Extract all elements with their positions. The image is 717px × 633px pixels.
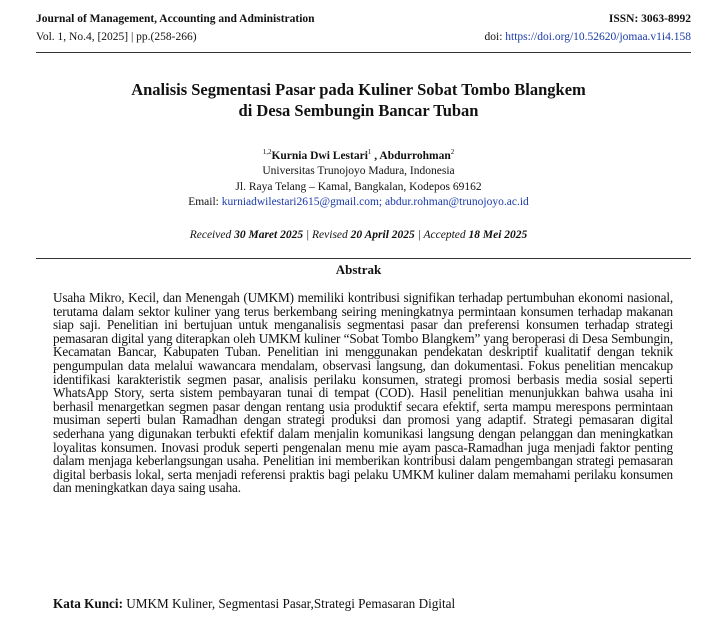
author-1: Kurnia Dwi Lestari bbox=[271, 149, 368, 162]
author-block bbox=[0, 145, 717, 211]
article-dates bbox=[0, 229, 717, 241]
header-row-1 bbox=[36, 10, 691, 28]
author-2-sup: 2 bbox=[450, 148, 455, 156]
address: Jl. Raya Telang – Kamal, Bangkalan, Kodepos 69162 bbox=[235, 180, 482, 193]
doi-link[interactable]: https://doi.org/10.52620/jomaa.v1i4.158 bbox=[505, 31, 691, 43]
dates-sep-1: | bbox=[303, 229, 313, 241]
journal-name: Journal of Management, Accounting and Administration bbox=[36, 13, 315, 25]
title-line-2: di Desa Sembungin Bancar Tuban bbox=[238, 101, 479, 120]
received-label: Received bbox=[189, 229, 232, 241]
author-names bbox=[0, 145, 717, 164]
keywords bbox=[53, 596, 673, 612]
author-separator: , bbox=[371, 149, 380, 162]
keywords-label: Kata Kunci: bbox=[53, 596, 123, 611]
email-label: Email: bbox=[188, 196, 222, 209]
email-line bbox=[0, 195, 717, 211]
abstract-divider bbox=[36, 258, 691, 259]
doi bbox=[485, 28, 691, 46]
author-2: Abdurrohman bbox=[379, 149, 451, 162]
author-1-sup: 1 bbox=[367, 148, 372, 156]
email-links[interactable]: kurniadwilestari2615@gmail.com; abdur.rohman@trunojoyo.ac.id bbox=[221, 196, 529, 209]
abstract-text: Usaha Mikro, Kecil, dan Menengah (UMKM) memiliki kontribusi signifikan terhadap pertumbuhan ekonomi nasional, terutama dalam sektor kuliner yang terus berkembang seiring meningkatnya permintaan konsumen terhadap makanan siap saji. Penelitian ini bertujuan untuk menganalisis segmentasi pasar dan preferensi konsumen terhadap strategi pemasaran digital yang diterapkan oleh UMKM kuliner “Sobat Tombo Blangkem” yang beroperasi di Desa Sembungin, Kecamatan Bancar, Kabupaten Tuban. Penelitian ini menggunakan pendekatan deskriptif kualitatif dengan teknik pengumpulan data melalui wawancara mendalam, observasi langsung, dan dokumentasi. Fokus penelitian mencakup identifikasi karakteristik segmen pasar, analisis perilaku konsumen, strategi promosi berbasis media sosial seperti WhatsApp Story, serta sistem pembayaran tunai di tempat (COD). Hasil penelitian menunjukkan bahwa usaha ini berhasil menargetkan segmen pasar dengan rentang usia produktif secara efektif, serta mampu merespons permintaan musiman seperti bulan Ramadhan dengan strategi produksi dan promosi yang adaptif. Strategi pemasaran digital sederhana yang digunakan terbukti efektif dalam menjalin komunikasi langsung dengan pelanggan dan meningkatkan loyalitas konsumen. Inovasi produk seperti pengenalan menu mie ayam pasca-Ramadhan juga menjadi faktor penting dalam menjaga keberlangsungan usaha. Penelitian ini memberikan kontribusi dalam pengembangan strategi pemasaran digital berbasis lokal, serta menjadi referensi praktis bagi pelaku UMKM kuliner dalam memahami perilaku konsumen dan meningkatkan daya saing usaha. bbox=[53, 290, 673, 496]
dates-sep-2: | bbox=[414, 229, 424, 241]
abstract-heading: Abstrak bbox=[335, 262, 382, 277]
volume-info: Vol. 1, No.4, [2025] | pp.(258-266) bbox=[36, 31, 197, 43]
issn: ISSN: 3063-8992 bbox=[608, 13, 691, 25]
revised-label: Revised bbox=[312, 229, 348, 241]
paper-title bbox=[0, 79, 717, 121]
header-divider bbox=[36, 52, 691, 53]
affiliation-marker: 1,2 bbox=[262, 148, 272, 156]
university: Universitas Trunojoyo Madura, Indonesia bbox=[262, 165, 455, 178]
keywords-value: UMKM Kuliner, Segmentasi Pasar,Strategi Pemasaran Digital bbox=[122, 596, 456, 611]
title-line-1: Analisis Segmentasi Pasar pada Kuliner Sobat Tombo Blangkem bbox=[131, 80, 586, 99]
journal-header bbox=[36, 10, 691, 52]
revised-date: 20 April 2025 bbox=[350, 229, 415, 241]
accepted-date: 18 Mei 2025 bbox=[468, 229, 528, 241]
received-date: 30 Maret 2025 bbox=[234, 229, 304, 241]
accepted-label: Accepted bbox=[423, 229, 466, 241]
header-row-2 bbox=[36, 28, 691, 46]
doi-label: doi: bbox=[484, 31, 506, 43]
